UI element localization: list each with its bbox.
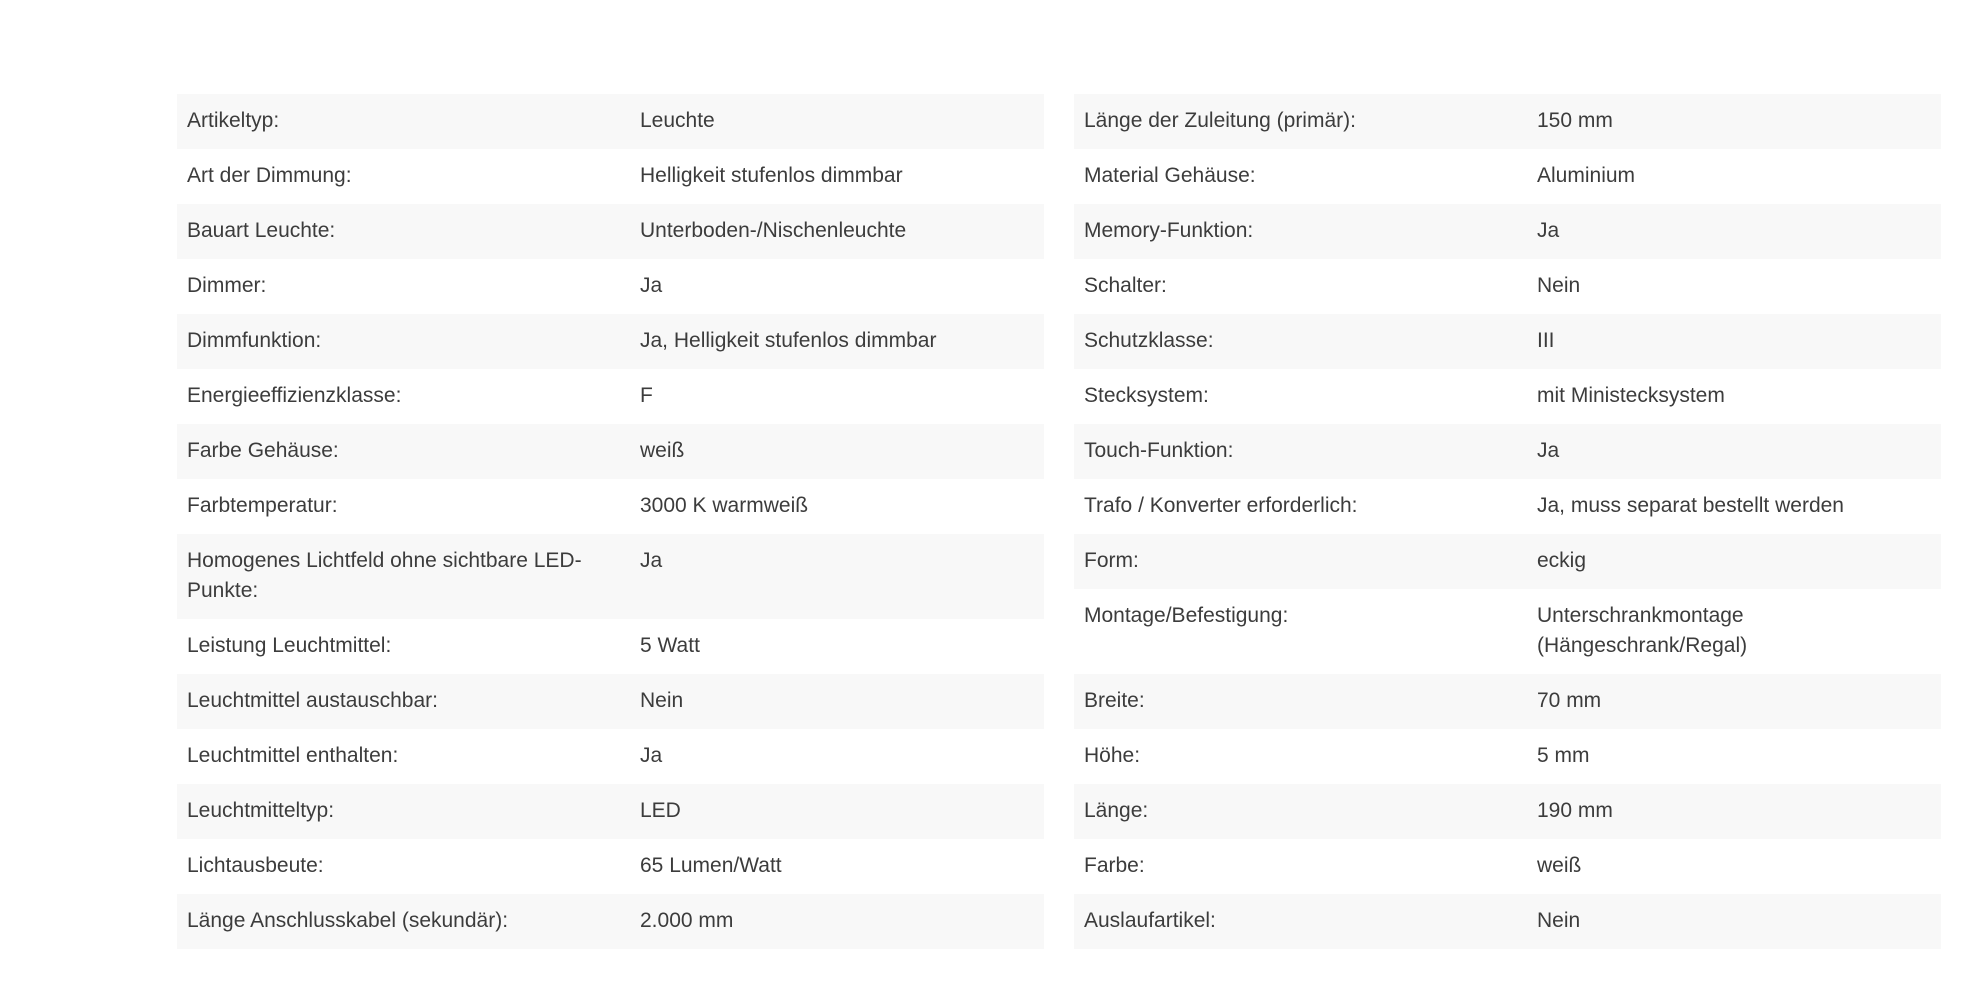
spec-value: LED xyxy=(640,799,681,822)
table-row xyxy=(177,314,1044,369)
spec-value: Ja, Helligkeit stufenlos dimmbar xyxy=(640,329,937,352)
table-row xyxy=(1074,204,1941,259)
table-row xyxy=(1074,314,1941,369)
table-row xyxy=(177,204,1044,259)
spec-key: Touch-Funktion: xyxy=(1084,439,1234,462)
spec-key: Bauart Leuchte: xyxy=(187,219,336,242)
table-row xyxy=(177,369,1044,424)
spec-value: III xyxy=(1537,329,1555,352)
spec-key: Artikeltyp: xyxy=(187,109,280,132)
spec-key: Schalter: xyxy=(1084,274,1167,297)
spec-key: Energieeffizienzklasse: xyxy=(187,384,402,407)
table-row xyxy=(1074,589,1941,674)
spec-key: Auslaufartikel: xyxy=(1084,909,1216,932)
spec-key: Trafo / Konverter erforderlich: xyxy=(1084,494,1358,517)
table-row xyxy=(177,149,1044,204)
table-row xyxy=(1074,729,1941,784)
spec-key: Dimmfunktion: xyxy=(187,329,322,352)
spec-key: Dimmer: xyxy=(187,274,267,297)
spec-key: Montage/Befestigung: xyxy=(1084,604,1289,627)
table-row xyxy=(177,424,1044,479)
table-row xyxy=(1074,149,1941,204)
table-row xyxy=(177,619,1044,674)
product-specifications xyxy=(177,94,1941,949)
spec-key: Farbe Gehäuse: xyxy=(187,439,339,462)
spec-key: Länge Anschlusskabel (sekundär): xyxy=(187,909,509,932)
spec-value: Nein xyxy=(640,689,684,712)
spec-value: Unterschrankmontage (Hängeschrank/Regal) xyxy=(1537,604,1748,657)
spec-key: Lichtausbeute: xyxy=(187,854,324,877)
table-row xyxy=(177,784,1044,839)
spec-value: 65 Lumen/Watt xyxy=(640,854,782,877)
spec-value: 5 Watt xyxy=(640,634,700,657)
spec-table-right xyxy=(1074,94,1941,949)
table-row xyxy=(1074,424,1941,479)
spec-key: Leuchtmitteltyp: xyxy=(187,799,335,822)
spec-table-left xyxy=(177,94,1044,949)
spec-key: Höhe: xyxy=(1084,744,1141,767)
spec-value: Helligkeit stufenlos dimmbar xyxy=(640,164,903,187)
spec-key: Farbe: xyxy=(1084,854,1145,877)
spec-value: Aluminium xyxy=(1537,164,1636,187)
spec-value: 190 mm xyxy=(1537,799,1613,822)
table-row xyxy=(177,534,1044,619)
spec-value: 150 mm xyxy=(1537,109,1613,132)
spec-key: Material Gehäuse: xyxy=(1084,164,1256,187)
table-row xyxy=(1074,839,1941,894)
table-row xyxy=(1074,94,1941,149)
spec-value: F xyxy=(640,384,653,407)
table-row xyxy=(177,94,1044,149)
spec-key: Farbtemperatur: xyxy=(187,494,338,517)
table-row xyxy=(177,894,1044,949)
spec-value: weiß xyxy=(640,439,685,462)
table-row xyxy=(1074,259,1941,314)
spec-value: Leuchte xyxy=(640,109,715,132)
spec-value: eckig xyxy=(1537,549,1587,572)
table-row xyxy=(177,674,1044,729)
spec-value: Unterboden-/Nischenleuchte xyxy=(640,219,907,242)
table-row xyxy=(177,479,1044,534)
spec-value: mit Ministecksystem xyxy=(1537,384,1725,407)
spec-value: Ja xyxy=(640,274,663,297)
table-row xyxy=(1074,894,1941,949)
table-row xyxy=(1074,369,1941,424)
spec-value: Nein xyxy=(1537,909,1581,932)
spec-key: Homogenes Lichtfeld ohne sichtbare LED-Punkte: xyxy=(187,549,582,602)
spec-value: 3000 K warmweiß xyxy=(640,494,809,517)
spec-value: weiß xyxy=(1537,854,1582,877)
table-row xyxy=(1074,674,1941,729)
spec-key: Breite: xyxy=(1084,689,1145,712)
spec-key: Länge: xyxy=(1084,799,1149,822)
spec-key: Form: xyxy=(1084,549,1139,572)
spec-value: Ja xyxy=(1537,219,1560,242)
spec-key: Leuchtmittel enthalten: xyxy=(187,744,399,767)
spec-value: 5 mm xyxy=(1537,744,1590,767)
spec-value: Ja xyxy=(1537,439,1560,462)
spec-key: Stecksystem: xyxy=(1084,384,1209,407)
table-row xyxy=(1074,534,1941,589)
table-row xyxy=(177,729,1044,784)
table-row xyxy=(177,259,1044,314)
table-row xyxy=(1074,479,1941,534)
table-row xyxy=(177,839,1044,894)
spec-value: Ja, muss separat bestellt werden xyxy=(1537,494,1844,517)
spec-value: Nein xyxy=(1537,274,1581,297)
spec-key: Leuchtmittel austauschbar: xyxy=(187,689,438,712)
spec-value: Ja xyxy=(640,549,663,572)
spec-key: Länge der Zuleitung (primär): xyxy=(1084,109,1356,132)
spec-key: Leistung Leuchtmittel: xyxy=(187,634,392,657)
spec-value: Ja xyxy=(640,744,663,767)
table-row xyxy=(1074,784,1941,839)
spec-value: 2.000 mm xyxy=(640,909,734,932)
spec-key: Schutzklasse: xyxy=(1084,329,1214,352)
spec-key: Art der Dimmung: xyxy=(187,164,352,187)
spec-key: Memory-Funktion: xyxy=(1084,219,1254,242)
spec-value: 70 mm xyxy=(1537,689,1602,712)
